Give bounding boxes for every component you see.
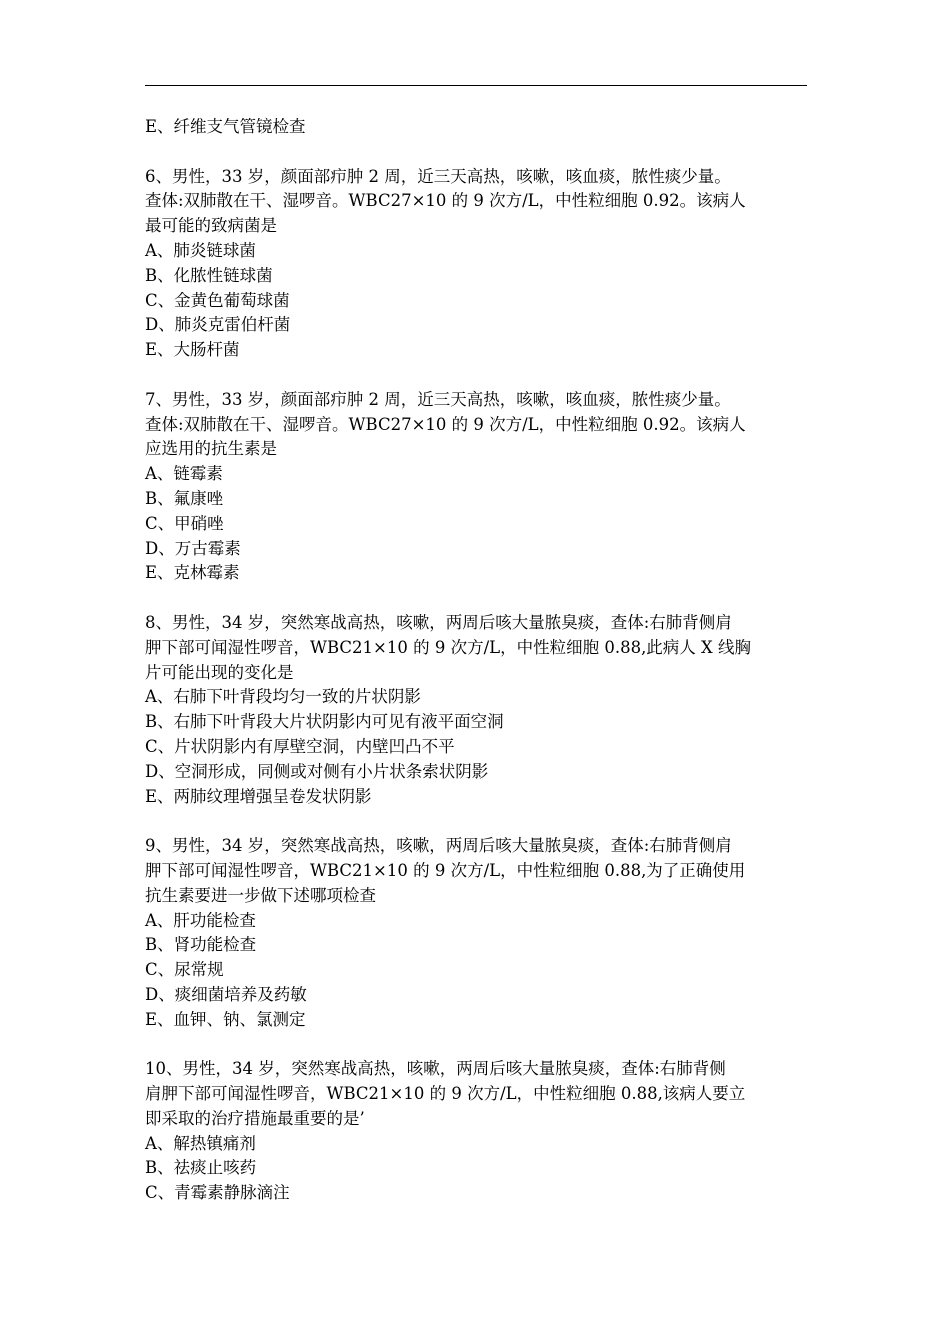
question-9-stem-line-1: 9、男性，34 岁，突然寒战高热，咳嗽，两周后咳大量脓臭痰，查体:右肺背侧肩	[145, 836, 732, 856]
question-10-stem-line-2: 肩胛下部可闻湿性啰音，WBC21×10 的 9 次方/L，中性粒细胞 0.88,该病人要立	[145, 1084, 746, 1104]
question-6-option-d: D、肺炎克雷伯杆菌	[145, 315, 291, 335]
question-9-option-b: B、肾功能检查	[145, 935, 257, 955]
question-8-stem-line-2: 胛下部可闻湿性啰音，WBC21×10 的 9 次方/L，中性粒细胞 0.88,此病人 X 线胸	[145, 637, 752, 657]
question-10-stem-line-3: 即采取的治疗措施最重要的是’	[145, 1108, 365, 1128]
question-8-option-c: C、片状阴影内有厚壁空洞，内壁凹凸不平	[145, 736, 455, 756]
question-7-option-a: A、链霉素	[145, 464, 223, 484]
spacer	[145, 586, 807, 611]
spacer	[145, 1032, 807, 1057]
question-6-option-b: B、化脓性链球菌	[145, 265, 273, 285]
spacer	[145, 363, 807, 388]
question-7-option-c: C、甲硝唑	[145, 513, 224, 533]
header-rule	[145, 85, 807, 86]
question-7-option-d: D、万古霉素	[145, 538, 241, 558]
question-8	[145, 611, 807, 809]
question-9-stem-line-2: 胛下部可闻湿性啰音，WBC21×10 的 9 次方/L，中性粒细胞 0.88,为了正确使用	[145, 860, 746, 880]
question-7	[145, 388, 807, 586]
question-6-option-e: E、大肠杆菌	[145, 340, 240, 360]
question-7-stem-line-1: 7、男性，33 岁，颜面部疖肿 2 周，近三天高热，咳嗽，咳血痰，脓性痰少量。	[145, 389, 731, 409]
question-7-option-b: B、氟康唑	[145, 488, 224, 508]
question-10-option-a: A、解热镇痛剂	[145, 1133, 256, 1153]
question-7-stem-line-3: 应选用的抗生素是	[145, 439, 277, 459]
question-6	[145, 165, 807, 363]
question-8-stem-line-3: 片可能出现的变化是	[145, 662, 294, 682]
question-6-stem-line-2: 查体:双肺散在干、湿啰音。WBC27×10 的 9 次方/L，中性粒细胞 0.92。该病人	[145, 191, 746, 211]
spacer	[145, 140, 807, 165]
document-body	[145, 115, 807, 1206]
question-9-option-e: E、血钾、钠、氯测定	[145, 1009, 306, 1029]
question-7-option-e: E、克林霉素	[145, 563, 240, 583]
question-6-option-a: A、肺炎链球菌	[145, 240, 256, 260]
question-10-option-c: C、青霉素静脉滴注	[145, 1183, 290, 1203]
question-8-option-d: D、空洞形成，同侧或对侧有小片状条索状阴影	[145, 761, 489, 781]
question-10-option-b: B、祛痰止咳药	[145, 1158, 257, 1178]
question-9-option-c: C、尿常规	[145, 960, 224, 980]
question-8-option-a: A、右肺下叶背段均匀一致的片状阴影	[145, 687, 421, 707]
question-9-option-a: A、肝功能检查	[145, 910, 256, 930]
option-q5-e: E、纤维支气管镜检查	[145, 117, 306, 136]
question-9	[145, 834, 807, 1032]
question-9-option-d: D、痰细菌培养及药敏	[145, 984, 307, 1004]
spacer	[145, 809, 807, 834]
question-10-stem-line-1: 10、男性，34 岁，突然寒战高热，咳嗽，两周后咳大量脓臭痰，查体:右肺背侧	[145, 1059, 726, 1079]
question-10	[145, 1057, 807, 1206]
question-6-stem-line-3: 最可能的致病菌是	[145, 216, 277, 236]
question-6-stem-line-1: 6、男性，33 岁，颜面部疖肿 2 周，近三天高热，咳嗽，咳血痰，脓性痰少量。	[145, 166, 731, 186]
question-7-stem-line-2: 查体:双肺散在干、湿啰音。WBC27×10 的 9 次方/L，中性粒细胞 0.92。该病人	[145, 414, 746, 434]
question-6-option-c: C、金黄色葡萄球菌	[145, 290, 290, 310]
question-8-option-b: B、右肺下叶背段大片状阴影内可见有液平面空洞	[145, 712, 504, 732]
question-8-stem-line-1: 8、男性，34 岁，突然寒战高热，咳嗽，两周后咳大量脓臭痰，查体:右肺背侧肩	[145, 612, 732, 632]
question-9-stem-line-3: 抗生素要进一步做下述哪项检查	[145, 885, 376, 905]
question-8-option-e: E、两肺纹理增强呈卷发状阴影	[145, 786, 372, 806]
